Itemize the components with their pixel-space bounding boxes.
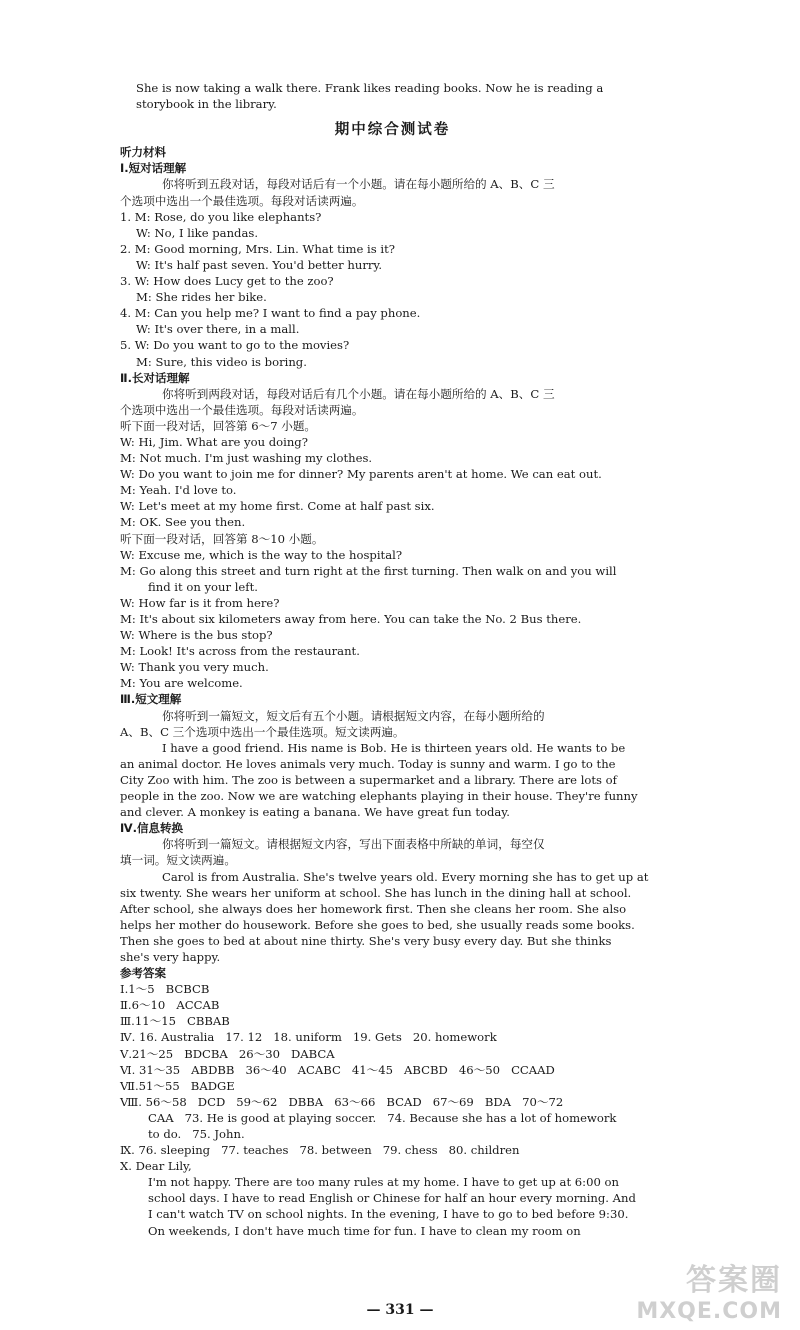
passage-line: Then she goes to bed at about nine thirty. She's very busy every day. But she thinks [120, 933, 612, 948]
dialogue-line: M: She rides her bike. [136, 290, 267, 305]
section-heading: Ⅳ.信息转换 [120, 821, 184, 836]
dialogue-line: 5. W: Do you want to go to the movies? [120, 338, 350, 353]
answer-line: Ⅹ. Dear Lily, [120, 1159, 192, 1174]
answer-line: to do. 75. John. [148, 1127, 245, 1141]
dialogue-line: M: Yeah. I'd love to. [120, 483, 237, 498]
dialogue-line: W: It's over there, in a mall. [136, 322, 300, 337]
instruction-line: 你将听到一篇短文，短文后有五个小题。请根据短文内容，在每小题所给的 [162, 708, 545, 723]
dialogue-intro: 听下面一段对话，回答第 8～10 小题。 [120, 531, 324, 546]
watermark-text: 答案圈 [686, 1263, 782, 1298]
instruction-line: 个选项中选出一个最佳选项。每段对话读两遍。 [120, 402, 364, 417]
dialogue-line: W: Hi, Jim. What are you doing? [120, 434, 308, 449]
dialogue-line: W: Let's meet at my home first. Come at half past six. [120, 499, 435, 514]
section-label: 听力材料 [120, 145, 166, 160]
page-number: — 331 — [366, 1302, 434, 1318]
dialogue-line: 1. M: Rose, do you like elephants? [120, 209, 322, 224]
answer-line: CAA 73. He is good at playing soccer. 74. Because she has a lot of homework [148, 1110, 617, 1125]
dialogue-line: M: Not much. I'm just washing my clothes. [120, 451, 373, 466]
answer-line: Ⅳ. 16. Australia 17. 12 18. uniform 19. Gets 20. homework [120, 1030, 497, 1045]
section-heading: Ⅲ.短文理解 [120, 692, 182, 707]
dialogue-line: W: How far is it from here? [120, 595, 280, 610]
answer-line: Ⅱ.6～10 ACCAB [120, 998, 220, 1013]
section-heading: Ⅰ.短对话理解 [120, 161, 187, 176]
letter-line: I'm not happy. There are too many rules at my home. I have to get up at 6:00 on [148, 1175, 619, 1190]
dialogue-line: 2. M: Good morning, Mrs. Lin. What time is it? [120, 241, 395, 256]
passage-line: Carol is from Australia. She's twelve years old. Every morning she has to get up at [162, 869, 649, 884]
dialogue-line: W: Where is the bus stop? [120, 628, 273, 643]
answer-line: Ⅴ.21～25 BDCBA 26～30 DABCA [120, 1046, 335, 1061]
passage-line: she's very happy. [120, 949, 221, 964]
answer-line: Ⅵ. 31～35 ABDBB 36～40 ACABC 41～45 ABCBD 46～50 CCAAD [120, 1062, 555, 1077]
dialogue-line: W: No, I like pandas. [136, 225, 259, 240]
dialogue-line: M: OK. See you then. [120, 515, 246, 530]
dialogue-line: M: It's about six kilometers away from here. You can take the No. 2 Bus there. [120, 612, 582, 626]
answer-line: Ⅶ.51～55 BADGE [120, 1078, 235, 1093]
text-line: She is now taking a walk there. Frank likes reading books. Now he is reading a [136, 81, 604, 95]
dialogue-line: 3. W: How does Lucy get to the zoo? [120, 274, 334, 289]
watermark-logo [636, 1255, 782, 1324]
passage-line: people in the zoo. Now we are watching elephants playing in their house. They're funny [120, 789, 638, 804]
letter-line: school days. I have to read English or Chinese for half an hour every morning. And [148, 1191, 636, 1206]
dialogue-line: M: Look! It's across from the restaurant. [120, 644, 360, 659]
answer-line: Ⅲ.11～15 CBBAB [120, 1014, 230, 1029]
instruction-line: 填一词。短文读两遍。 [120, 853, 236, 868]
passage-line: City Zoo with him. The zoo is between a supermarket and a library. There are lots of [120, 772, 617, 787]
passage-line: I have a good friend. His name is Bob. He is thirteen years old. He wants to be [162, 740, 626, 755]
passage-line: an animal doctor. He loves animals very much. Today is sunny and warm. I go to the [120, 756, 616, 771]
text-line: storybook in the library. [136, 97, 277, 112]
dialogue-line: W: It's half past seven. You'd better hurry. [136, 257, 383, 272]
instruction-line: 个选项中选出一个最佳选项。每段对话读两遍。 [120, 193, 364, 208]
dialogue-line: M: You are welcome. [120, 676, 243, 691]
instruction-line: 你将听到两段对话，每段对话后有几个小题。请在每小题所给的 A、B、C 三 [162, 386, 555, 401]
dialogue-line: M: Go along this street and turn right at the first turning. Then walk on and you will [120, 563, 617, 578]
letter-line: I can't watch TV on school nights. In the evening, I have to go to bed before 9:30. [148, 1207, 629, 1222]
dialogue-line: W: Excuse me, which is the way to the hospital? [120, 547, 403, 562]
exam-title: 期中综合测试卷 [334, 121, 451, 139]
dialogue-line: find it on your left. [148, 579, 258, 594]
passage-line: six twenty. She wears her uniform at school. She has lunch in the dining hall at school. [120, 885, 632, 900]
page-content [120, 80, 665, 1239]
answer-line: Ⅰ.1～5 BCBCB [120, 982, 210, 997]
passage-line: After school, she always does her homework first. Then she cleans her room. She also [120, 901, 627, 916]
instruction-line: 你将听到一篇短文。请根据短文内容，写出下面表格中所缺的单词，每空仅 [162, 837, 545, 852]
dialogue-line: M: Sure, this video is boring. [136, 354, 307, 369]
dialogue-line: 4. M: Can you help me? I want to find a pay phone. [120, 306, 421, 321]
instruction-line: A、B、C 三个选项中选出一个最佳选项。短文读两遍。 [120, 724, 405, 739]
dialogue-intro: 听下面一段对话，回答第 6～7 小题。 [120, 418, 317, 433]
dialogue-line: W: Do you want to join me for dinner? My parents aren't at home. We can eat out. [120, 467, 602, 482]
section-heading: Ⅱ.长对话理解 [120, 370, 190, 385]
watermark-url: MXQE.COM [636, 1299, 782, 1324]
passage-line: and clever. A monkey is eating a banana. We have great fun today. [120, 805, 510, 820]
instruction-line: 你将听到五段对话，每段对话后有一个小题。请在每小题所给的 A、B、C 三 [162, 177, 555, 192]
answers-heading: 参考答案 [120, 966, 166, 981]
passage-line: helps her mother do housework. Before she goes to bed, she usually reads some books. [120, 917, 635, 932]
answer-line: Ⅷ. 56～58 DCD 59～62 DBBA 63～66 BCAD 67～69 BDA 70～72 [120, 1094, 564, 1109]
dialogue-line: W: Thank you very much. [120, 660, 269, 675]
answer-line: Ⅸ. 76. sleeping 77. teaches 78. between 79. chess 80. children [120, 1143, 520, 1158]
letter-line: On weekends, I don't have much time for fun. I have to clean my room on [148, 1223, 581, 1238]
